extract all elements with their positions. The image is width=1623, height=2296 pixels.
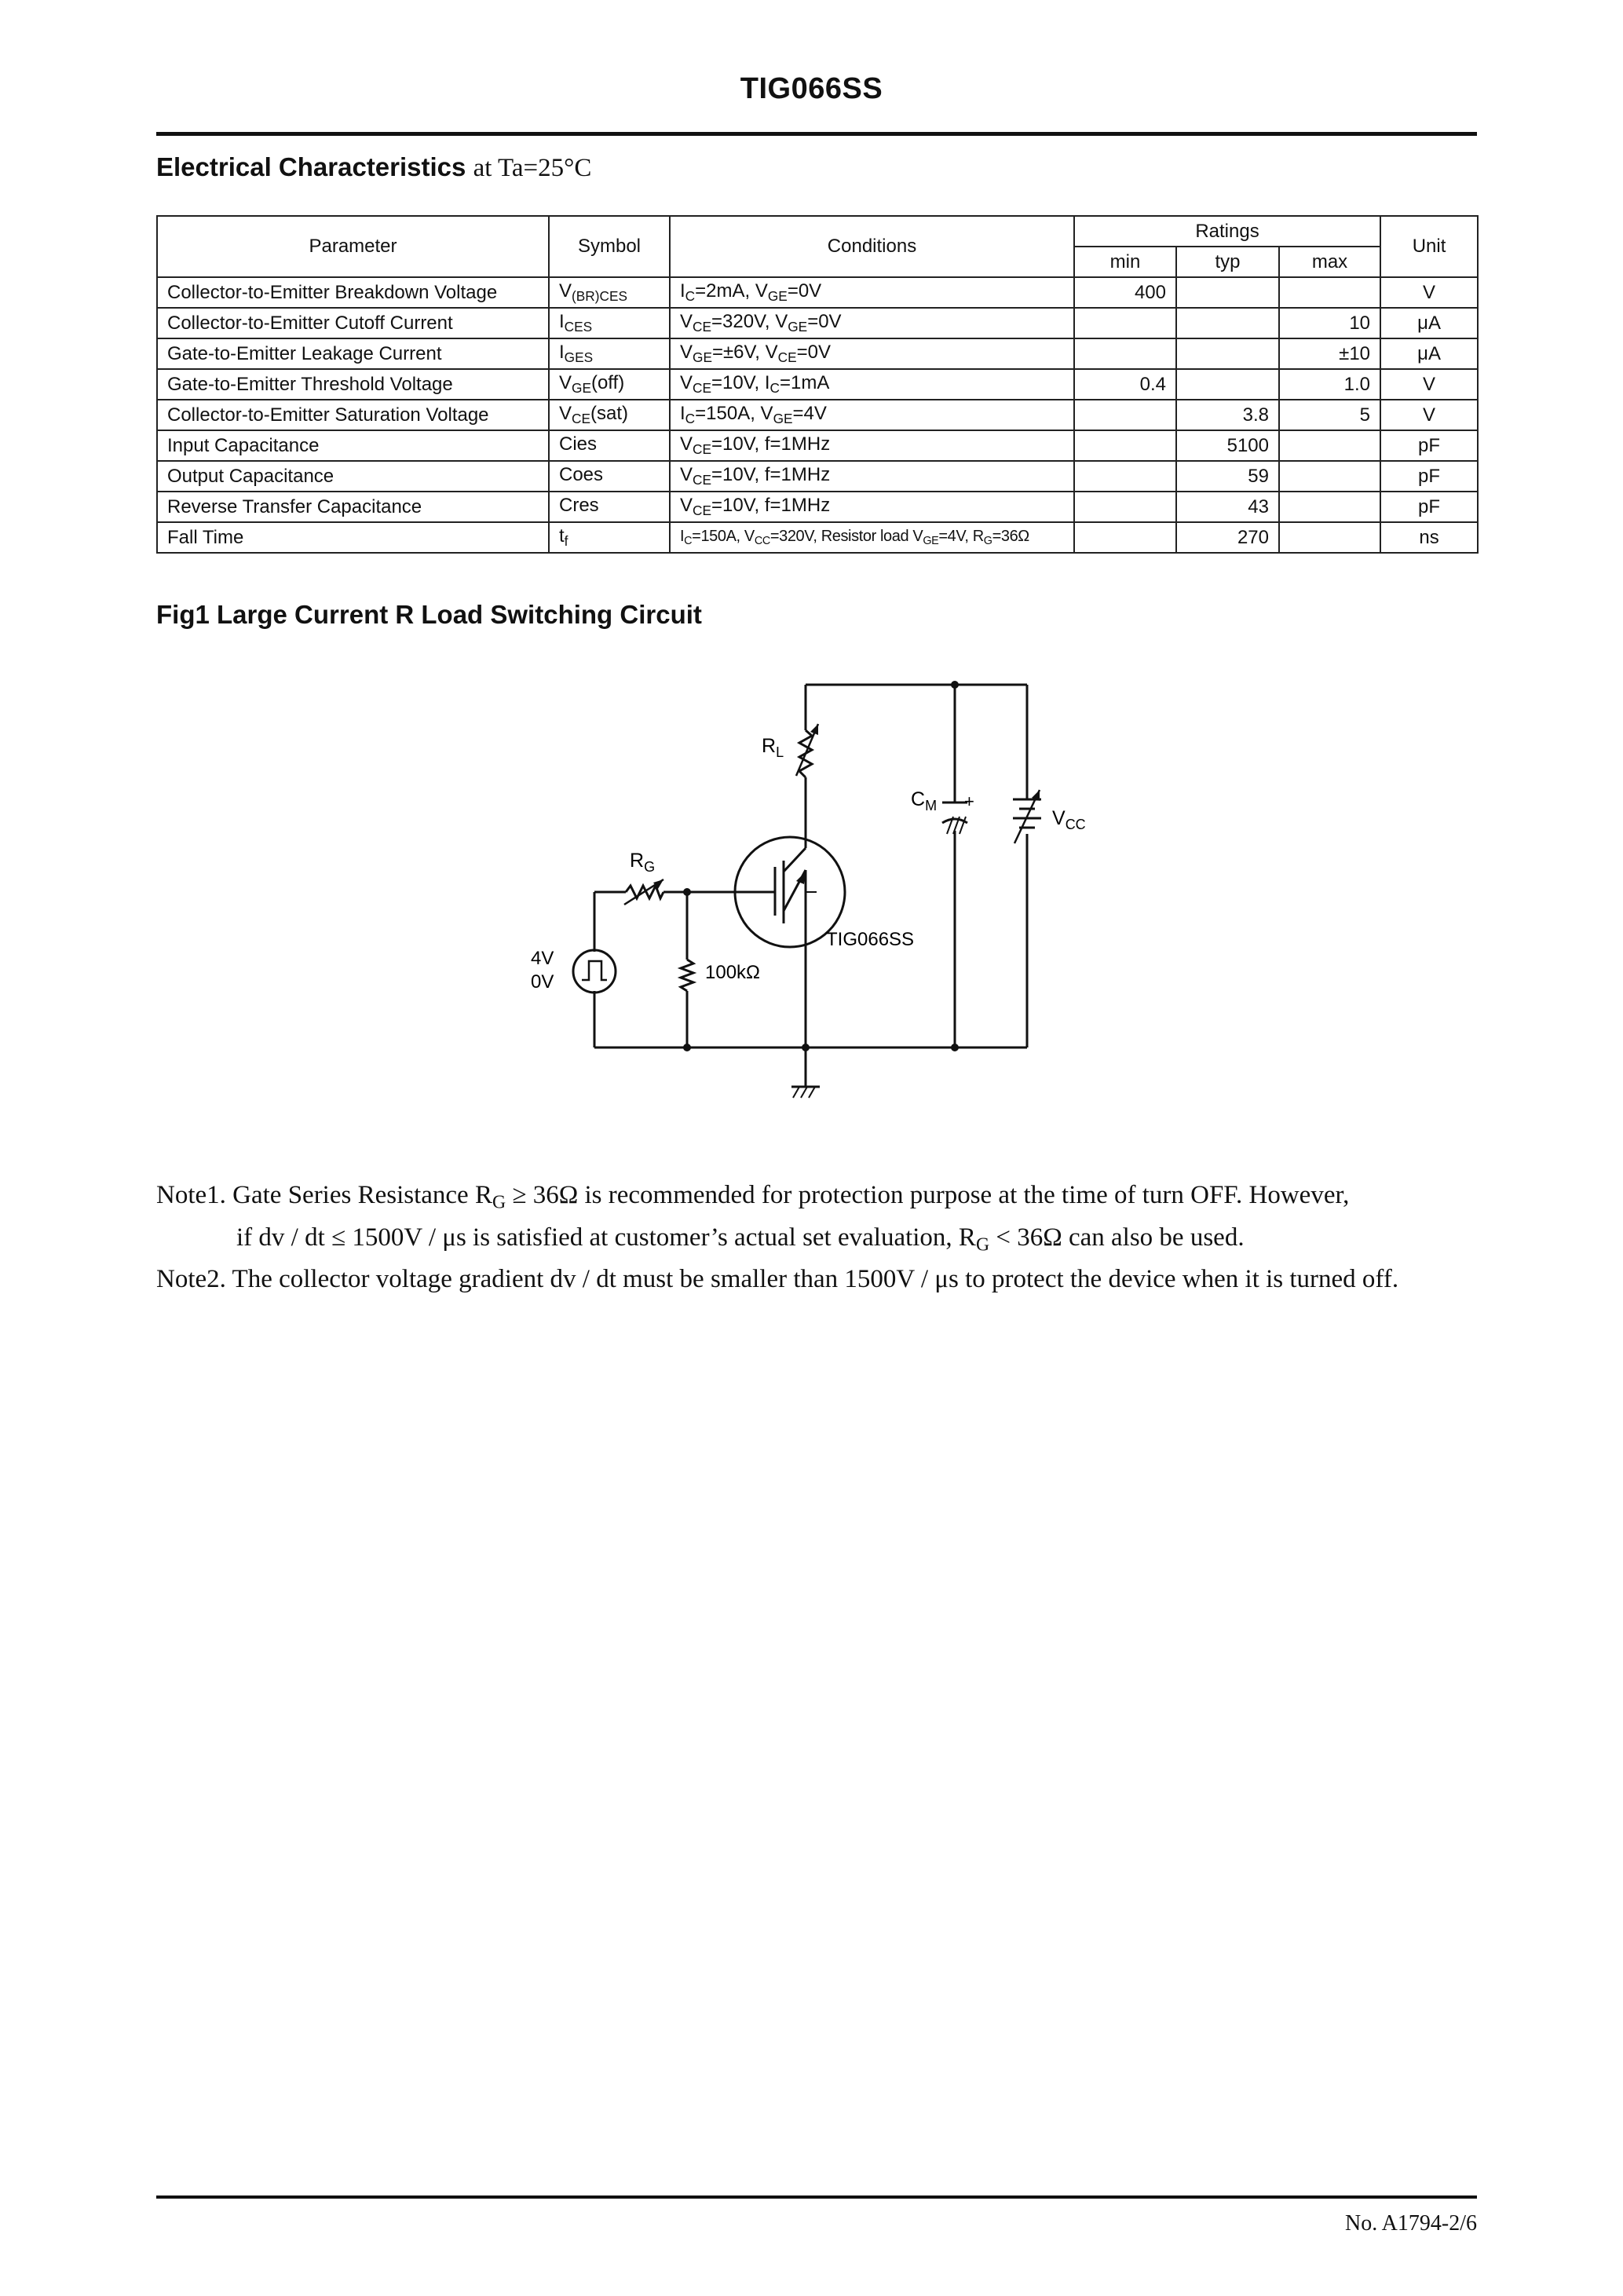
min-cell: 0.4 [1074,369,1176,400]
unit-cell: V [1380,369,1478,400]
resistor-100k-label: 100kΩ [705,962,760,983]
header-symbol: Symbol [549,216,670,277]
typ-cell: 270 [1176,522,1279,553]
header-max: max [1279,247,1380,277]
typ-cell: 43 [1176,492,1279,522]
section-heading-condition: at Ta=25°C [473,154,592,182]
parameter-cell: Collector-to-Emitter Saturation Voltage [157,400,549,430]
notes [156,1178,1398,1296]
pulse-low-label: 0V [531,971,554,993]
pulse-generator [573,950,616,993]
max-cell: ±10 [1279,338,1380,369]
vcc-label: $V_{CC}$ [1052,807,1086,832]
unit-cell: μA [1380,308,1478,338]
bottom-divider [156,2195,1477,2199]
document-number: No. A1794-2/6 [1345,2211,1477,2236]
unit-cell: pF [1380,492,1478,522]
pulse-high-label: 4V [531,948,554,969]
parameter-cell: Gate-to-Emitter Threshold Voltage [157,369,549,400]
unit-cell: pF [1380,430,1478,461]
symbol-cell: Coes [549,461,670,492]
circuit-junctions [683,681,959,1051]
symbol-cell: $I_{GES}$ [549,338,670,369]
ground-symbol [791,1087,820,1098]
header-parameter: Parameter [157,216,549,277]
gate-resistor-100k [681,960,693,991]
conditions-cell: $I_C=2mA$, $V_{GE}=0V$ [670,277,1074,308]
typ-cell: 3.8 [1176,400,1279,430]
conditions-cell: $V_{CE}=10V$, f=1MHz [670,430,1074,461]
conditions-cell: $V_{GE}=\pm 6V$, $V_{CE}=0V$ [670,338,1074,369]
unit-cell: V [1380,277,1478,308]
unit-cell: V [1380,400,1478,430]
note1-line2: if dv / dt ≤ 1500V / μs is satisfied at customer’s actual set evaluation, $R_G < 36\Omega$ can also be used. [236,1223,1245,1256]
symbol-cell: Cies [549,430,670,461]
figure-heading: Fig1 Large Current R Load Switching Circuit [156,600,702,629]
cm-plus-label: + [964,792,974,811]
note2: Note2. The collector voltage gradient dv / dt must be smaller than 1500V / μs to protect the device when it is turned off. [156,1265,1399,1294]
load-resistor-rl [796,724,818,777]
page-title: TIG066SS [740,72,883,105]
max-cell: 10 [1279,308,1380,338]
header-typ: typ [1176,247,1279,277]
symbol-cell: $V_{CE}(sat)$ [549,400,670,430]
rg-label: $R_G$ [630,850,656,875]
parameter-cell: Collector-to-Emitter Breakdown Voltage [157,277,549,308]
conditions-cell: $V_{CE}=320V$, $V_{GE}=0V$ [670,308,1074,338]
symbol-cell: Cres [549,492,670,522]
symbol-cell: $t_f$ [549,522,670,553]
conditions-cell: $V_{CE}=10V$, f=1MHz [670,492,1074,522]
gate-resistor-rg [624,879,663,905]
parameter-cell: Reverse Transfer Capacitance [157,492,549,522]
header-unit: Unit [1380,216,1478,277]
parameter-cell: Output Capacitance [157,461,549,492]
conditions-cell: $V_{CE}=10V$, f=1MHz [670,461,1074,492]
unit-cell: ns [1380,522,1478,553]
conditions-cell: $I_C=150A$, $V_{GE}=4V$ [670,400,1074,430]
symbol-cell: $V_{(BR)CES}$ [549,277,670,308]
symbol-cell: $I_{CES}$ [549,308,670,338]
parameter-cell: Gate-to-Emitter Leakage Current [157,338,549,369]
header-ratings: Ratings [1074,216,1380,247]
section-heading-bold: Electrical Characteristics [156,152,466,181]
note1-line1: Note1. Gate Series Resistance $R_G \ge 36\Omega$ is recommended for protection purpose at the time of turn OFF. However, [156,1181,1350,1213]
parameter-cell: Input Capacitance [157,430,549,461]
cm-label: $C_M$ [911,788,938,813]
parameter-cell: Fall Time [157,522,549,553]
max-cell: 5 [1279,400,1380,430]
conditions-cell: $V_{CE}=10V$, $I_C=1mA$ [670,369,1074,400]
symbol-cell: $V_{GE}(off)$ [549,369,670,400]
conditions-cell: $I_C=150A$, $V_{CC}=320V$, Resistor load $V_{GE}=4V$, $R_G=36\Omega$ [670,522,1074,553]
header-min: min [1074,247,1176,277]
header-conditions: Conditions [670,216,1074,277]
device-label: TIG066SS [826,929,915,950]
unit-cell: μA [1380,338,1478,369]
min-cell: 400 [1074,277,1176,308]
parameter-cell: Collector-to-Emitter Cutoff Current [157,308,549,338]
rl-label: $R_L$ [762,735,784,760]
typ-cell: 5100 [1176,430,1279,461]
max-cell: 1.0 [1279,369,1380,400]
typ-cell: 59 [1176,461,1279,492]
unit-cell: pF [1380,461,1478,492]
